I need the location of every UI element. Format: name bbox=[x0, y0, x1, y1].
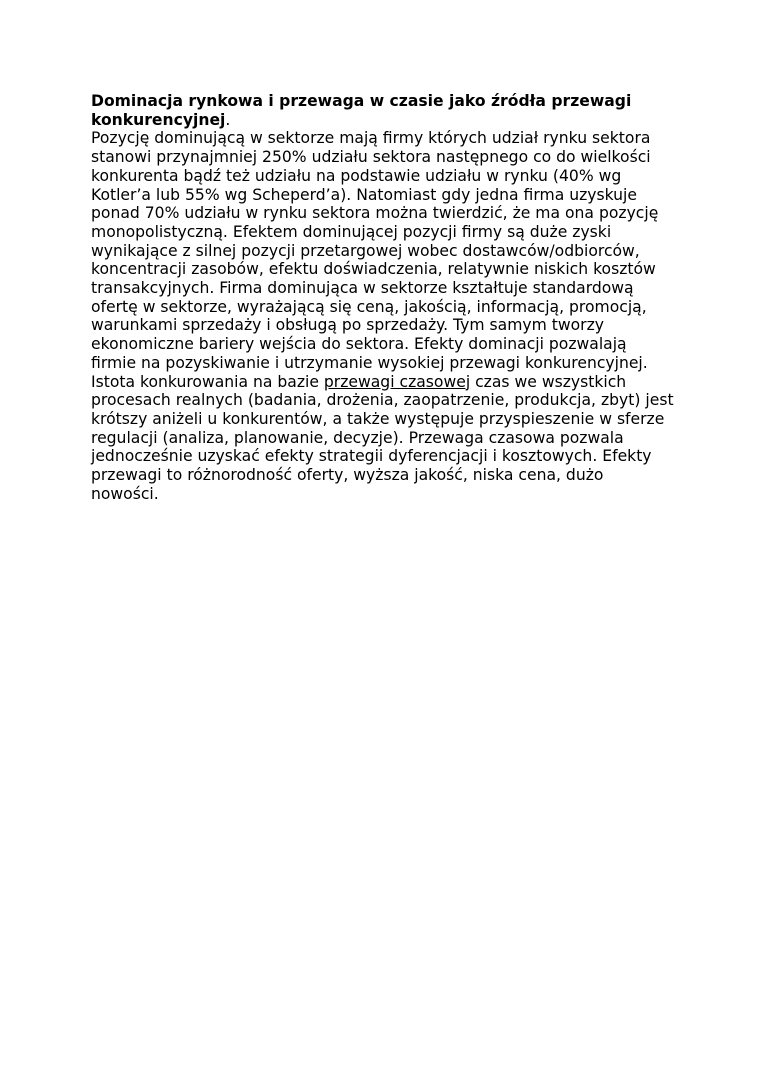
paragraph-line: koncentracji zasobów, efektu doświadczenia, relatywnie niskich kosztów bbox=[91, 260, 656, 279]
paragraph-line: Kotler’a lub 55% wg Scheperd’a). Natomiast gdy jedna firma uzyskuje bbox=[91, 185, 637, 204]
paragraph-line: ponad 70% udziału w rynku sektora można twierdzić, że ma ona pozycję bbox=[91, 204, 659, 223]
paragraph-line: warunkami sprzedaży i obsługą po sprzedaży. Tym samym tworzy bbox=[91, 316, 605, 335]
paragraph-line: firmie na pozyskiwanie i utrzymanie wysokiej przewagi konkurencyjnej. bbox=[91, 353, 648, 372]
paragraph-line: transakcyjnych. Firma dominująca w sektorze kształtuje standardową bbox=[91, 279, 634, 298]
document-body bbox=[91, 92, 674, 503]
paragraph-line: Pozycję dominującą w sektorze mają firmy których udział rynku sektora bbox=[91, 129, 651, 148]
paragraph-line: krótszy aniżeli u konkurentów, a także występuje przyspieszenie w sferze bbox=[91, 409, 665, 428]
document-title-line: Dominacja rynkowa i przewaga w czasie jako źródła przewagi bbox=[91, 92, 632, 110]
paragraph-line: monopolistyczną. Efektem dominującej pozycji firmy są duże zyski bbox=[91, 222, 612, 241]
paragraph-line: ekonomiczne bariery wejścia do sektora. Efekty dominacji pozwalają bbox=[91, 335, 627, 354]
paragraph-line: wynikające z silnej pozycji przetargowej wobec dostawców/odbiorców, bbox=[91, 241, 640, 260]
paragraph-line: nowości. bbox=[91, 484, 159, 503]
document-title-line: konkurencyjnej. bbox=[91, 110, 231, 129]
paragraph-line: jednocześnie uzyskać efekty strategii dyferencjacji i kosztowych. Efekty bbox=[91, 447, 652, 466]
paragraph-line: przewagi to różnorodność oferty, wyższa jakość, niska cena, dużo bbox=[91, 466, 604, 485]
paragraph-line: konkurenta bądź też udziału na podstawie udziału w rynku (40% wg bbox=[91, 166, 622, 185]
paragraph-line: stanowi przynajmniej 250% udziału sektora następnego co do wielkości bbox=[91, 148, 651, 167]
underlined-term: przewagi czasowej bbox=[323, 372, 471, 391]
paragraph-line: ofertę w sektorze, wyrażającą się ceną, jakością, informacją, promocją, bbox=[91, 297, 647, 316]
paragraph-line: procesach realnych (badania, drożenia, zaopatrzenie, produkcja, zbyt) jest bbox=[91, 391, 674, 410]
paragraph-line: regulacji (analiza, planowanie, decyzje). Przewaga czasowa pozwala bbox=[91, 428, 624, 447]
paragraph-line: Istota konkurowania na bazie przewagi czasowej czas we wszystkich bbox=[91, 372, 627, 391]
